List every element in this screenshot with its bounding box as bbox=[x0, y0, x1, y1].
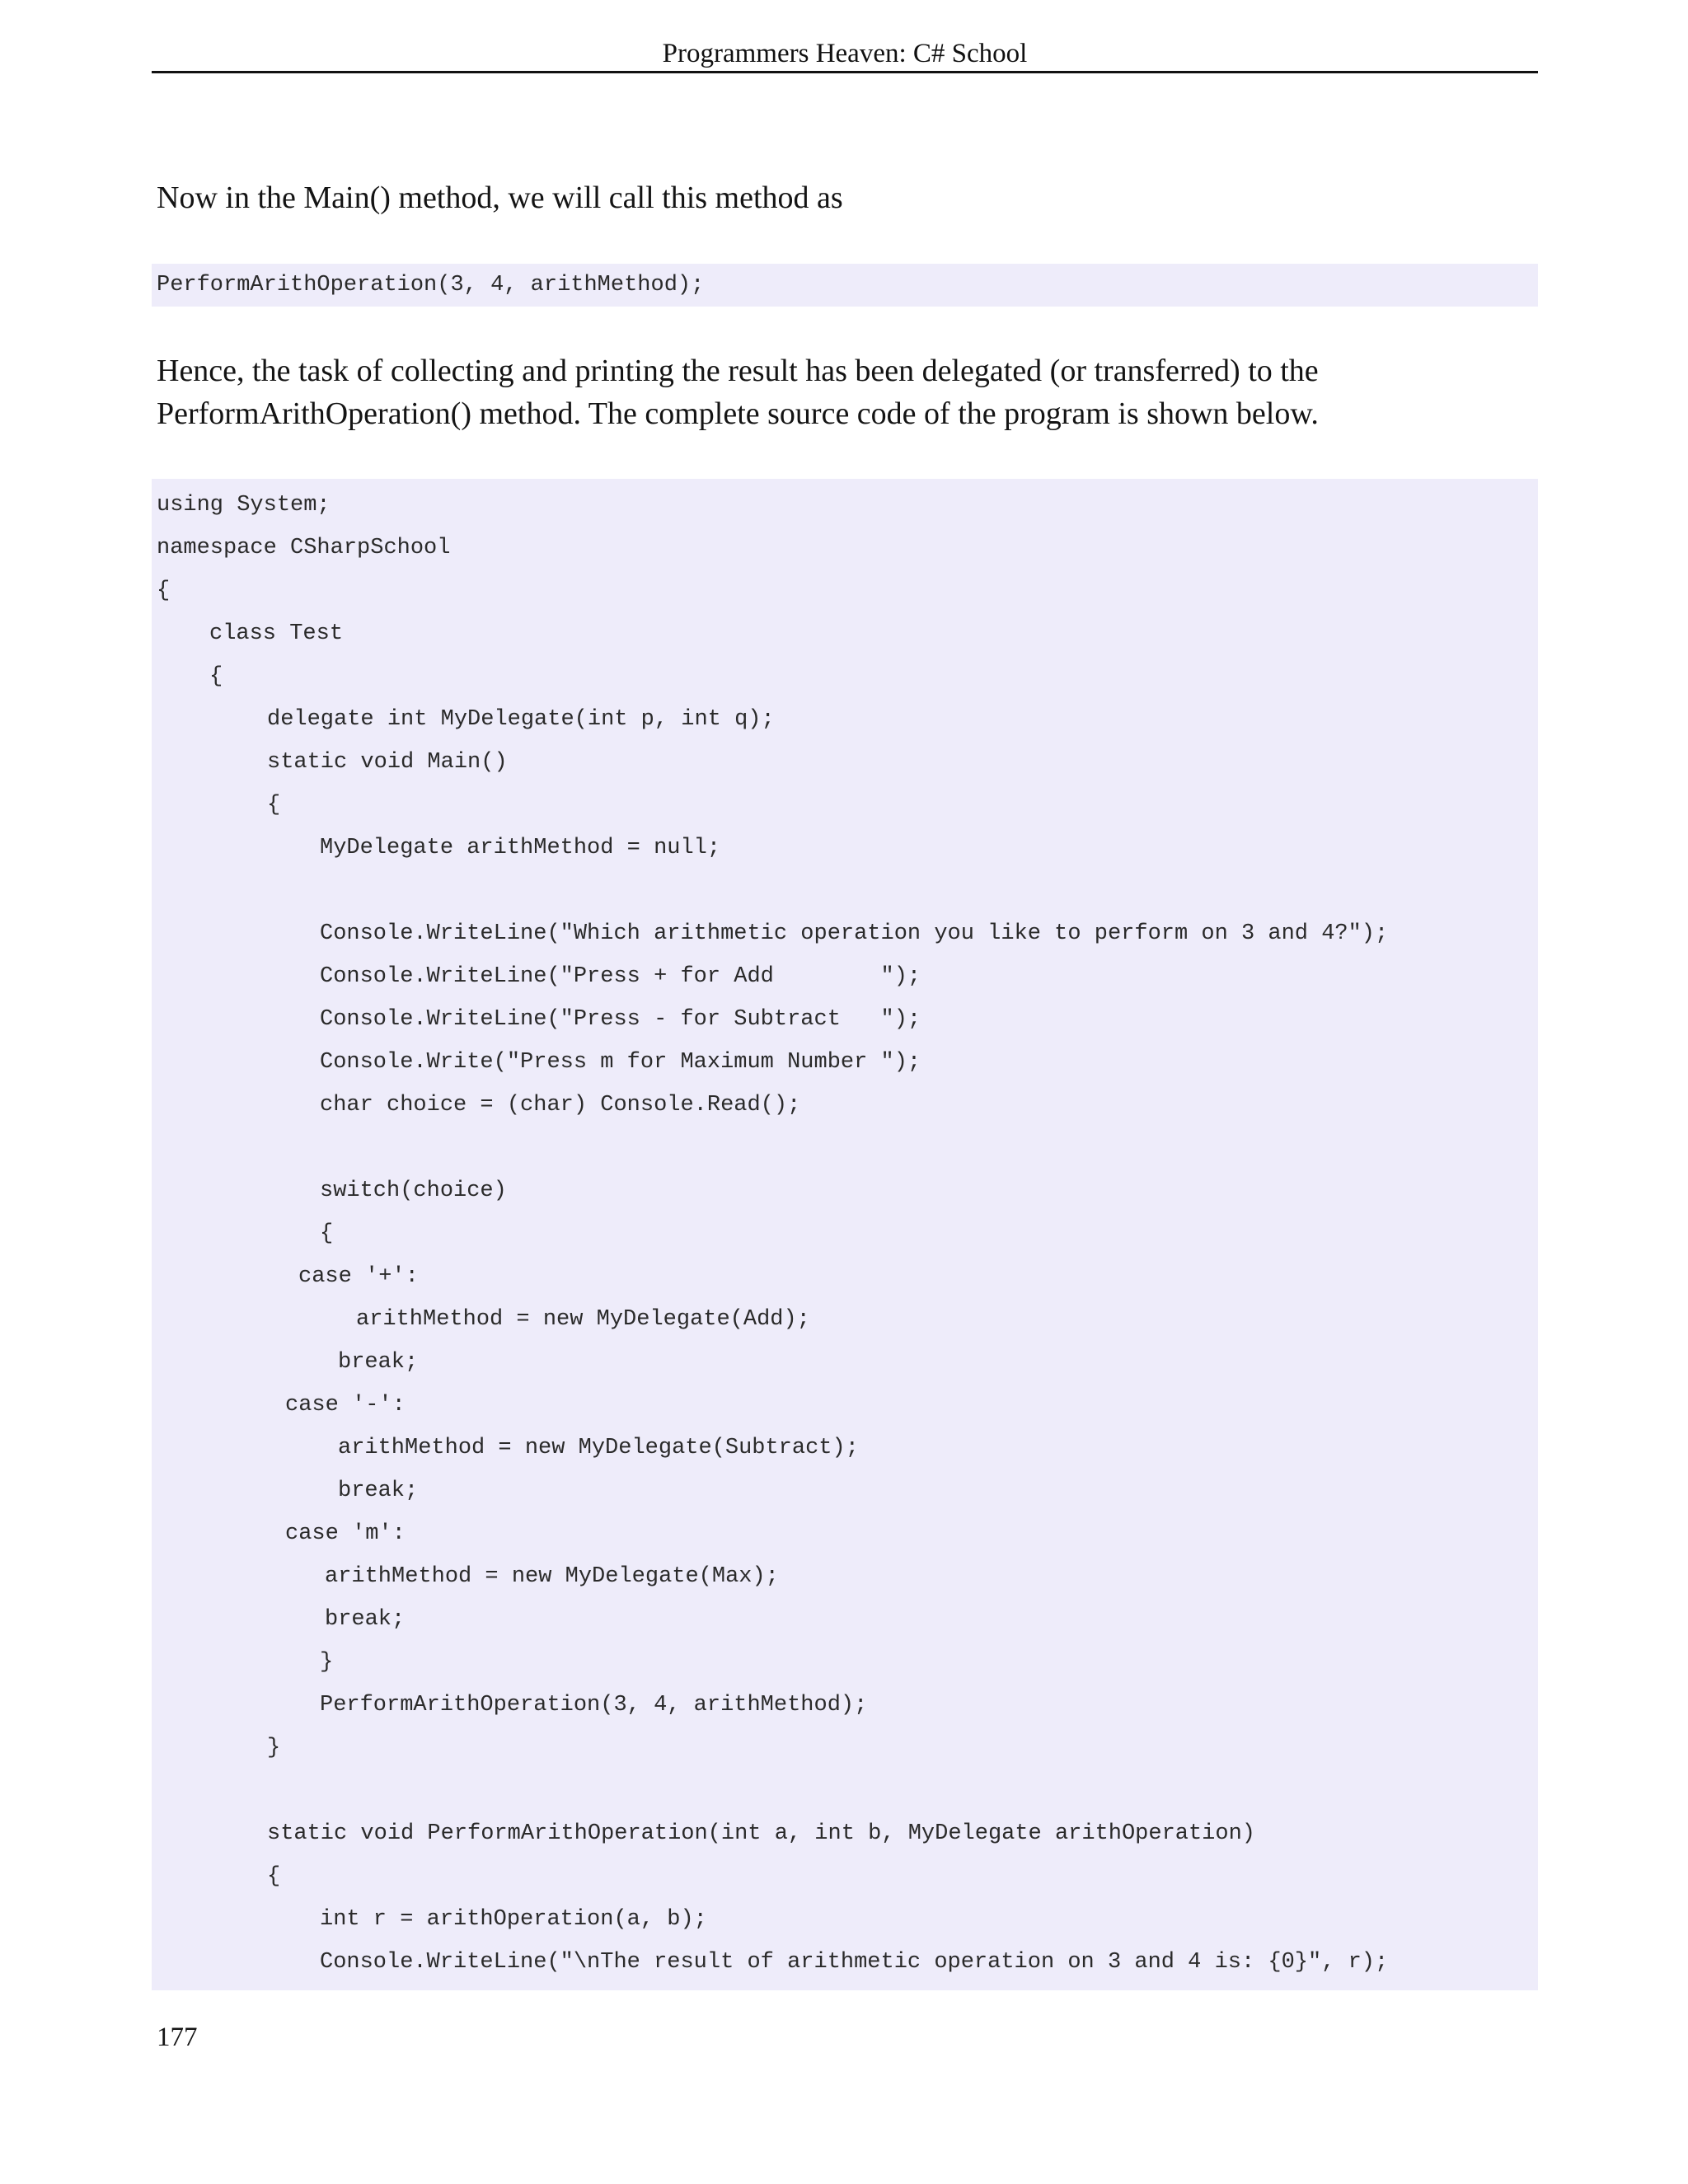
code-line: arithMethod = new MyDelegate(Add); bbox=[356, 1307, 810, 1332]
code-line: using System; bbox=[157, 493, 331, 518]
code-line: arithMethod = new MyDelegate(Subtract); bbox=[338, 1436, 859, 1460]
code-line: break; bbox=[338, 1479, 419, 1503]
code-line: int r = arithOperation(a, b); bbox=[320, 1907, 707, 1932]
code-line: Console.WriteLine("Press + for Add "); bbox=[320, 964, 921, 989]
page-header: Programmers Heaven: C# School bbox=[152, 36, 1538, 73]
code-line: { bbox=[320, 1221, 334, 1246]
code-line: } bbox=[320, 1650, 334, 1675]
code-line: Console.WriteLine("Which arithmetic operation you like to perform on 3 and 4?"); bbox=[320, 921, 1389, 946]
code-line: break; bbox=[325, 1607, 406, 1632]
code-line: static void Main() bbox=[267, 750, 508, 775]
code-line: case '+': bbox=[298, 1264, 419, 1289]
code-line: case 'm': bbox=[285, 1521, 406, 1546]
code-line: namespace CSharpSchool bbox=[157, 536, 451, 560]
code-line: case '-': bbox=[285, 1393, 406, 1418]
code-line: Console.WriteLine("Press - for Subtract "); bbox=[320, 1007, 921, 1032]
code-line: { bbox=[267, 1864, 281, 1889]
code-line: MyDelegate arithMethod = null; bbox=[320, 836, 721, 860]
code-line: PerformArithOperation(3, 4, arithMethod); bbox=[320, 1693, 868, 1718]
explanation-paragraph: Hence, the task of collecting and printing the result has been delegated (or transferred) to the PerformArithOperation() method. The complete source code of the program is shown below. bbox=[157, 354, 1319, 431]
code-line: Console.Write("Press m for Maximum Number "); bbox=[320, 1050, 921, 1075]
code-line: Console.WriteLine("\nThe result of arithmetic operation on 3 and 4 is: {0}", r); bbox=[320, 1950, 1389, 1975]
code-line: static void PerformArithOperation(int a, int b, MyDelegate arithOperation) bbox=[267, 1821, 1255, 1846]
page-number: 177 bbox=[157, 2022, 198, 2052]
code-line: delegate int MyDelegate(int p, int q); bbox=[267, 707, 775, 732]
intro-paragraph: Now in the Main() method, we will call this method as bbox=[157, 180, 843, 215]
source-code-block bbox=[152, 479, 1538, 1990]
code-line: char choice = (char) Console.Read(); bbox=[320, 1093, 801, 1118]
code-line: break; bbox=[338, 1350, 419, 1375]
code-line: class Test bbox=[209, 621, 344, 646]
code-line: arithMethod = new MyDelegate(Max); bbox=[325, 1564, 779, 1589]
inline-code-block bbox=[152, 264, 1538, 307]
code-line: { bbox=[267, 793, 281, 818]
code-line: } bbox=[267, 1736, 281, 1760]
code-line: { bbox=[209, 664, 223, 689]
code-line: switch(choice) bbox=[320, 1179, 507, 1203]
code-line: { bbox=[157, 579, 171, 603]
code-line: PerformArithOperation(3, 4, arithMethod); bbox=[157, 273, 705, 298]
